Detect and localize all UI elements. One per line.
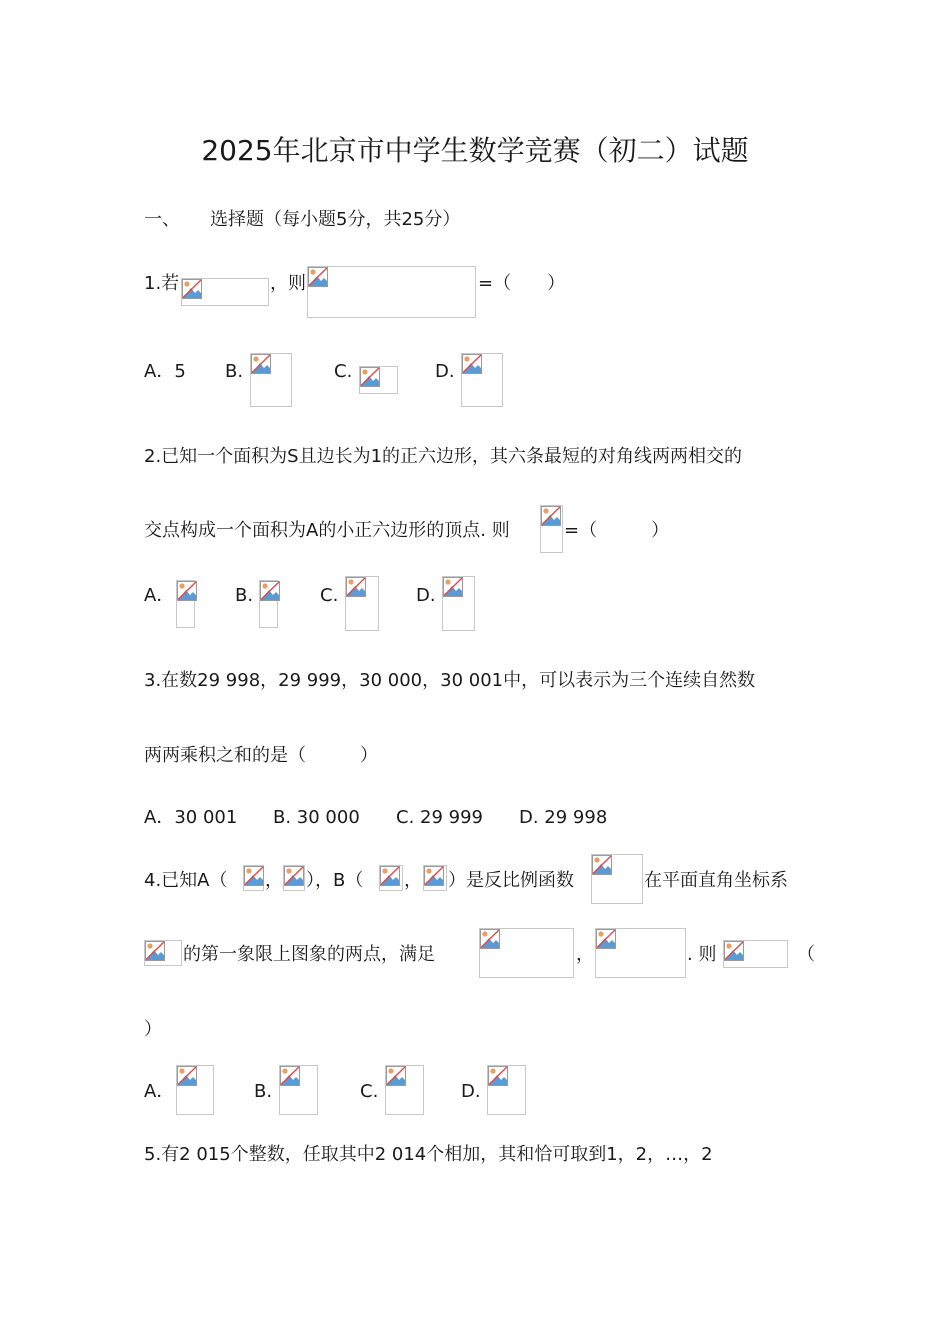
q3-option-c: C. 29 999	[396, 807, 483, 828]
section-heading: 选择题（每小题5分，共25分）	[210, 209, 461, 230]
q4-target-image	[723, 940, 788, 968]
q2-option-b: B.	[235, 585, 254, 606]
q1-option-c-image	[359, 366, 398, 394]
q4-option-a: A．	[144, 1081, 175, 1102]
q3-option-b: B. 30 000	[273, 807, 360, 828]
q2-line-2-end: =（ ）	[564, 520, 670, 541]
q1-option-d-image	[461, 353, 503, 407]
q4-line2-text-4: （	[797, 944, 815, 965]
q4-option-b-image	[279, 1065, 318, 1115]
q4-a-x-image	[243, 865, 264, 891]
q3-option-d: D. 29 998	[519, 807, 608, 828]
q4-function-image	[591, 854, 643, 904]
page-title: 2025年北京市中学生数学竞赛（初二）试题	[201, 134, 749, 167]
q1-text-3: =（ ）	[478, 273, 566, 294]
q1-option-c: C.	[334, 361, 353, 382]
q4-option-c: C.	[360, 1081, 379, 1102]
q2-option-d-image	[442, 576, 475, 631]
q2-line-1: 2.已知一个面积为S且边长为1的正六边形，其六条最短的对角线两两相交的	[144, 446, 743, 467]
q1-text-1: 1.若	[144, 273, 180, 294]
q4-text-2: ，	[265, 870, 283, 891]
q2-option-d: D.	[416, 585, 436, 606]
q4-a-y-image	[283, 865, 305, 891]
q2-option-a: A．	[144, 585, 175, 606]
q4-b-y-image	[423, 865, 447, 891]
q1-option-d: D.	[435, 361, 455, 382]
q4-option-b: B.	[254, 1081, 273, 1102]
q4-line2-text-1: 的第一象限上图象的两点，满足	[183, 944, 435, 965]
q4-text-4: ，	[404, 870, 422, 891]
q4-line3: ）	[144, 1019, 162, 1040]
q1-option-b-image	[250, 353, 292, 407]
q2-option-c-image	[345, 576, 379, 631]
q2-option-c: C.	[320, 585, 339, 606]
q4-option-d: D.	[461, 1081, 481, 1102]
q4-text-5: ）是反比例函数	[448, 870, 574, 891]
q4-condition-2-image	[595, 928, 686, 978]
q3-line-2: 两两乘积之和的是（ ）	[144, 745, 378, 766]
q4-line2-text-3: . 则	[687, 944, 717, 965]
q1-expression-image	[307, 266, 476, 318]
q2-ratio-image	[540, 505, 563, 553]
q1-text-2: ，则	[270, 273, 306, 294]
q1-formula-image	[181, 278, 269, 306]
section-number: 一、	[144, 209, 180, 230]
q4-option-c-image	[385, 1065, 424, 1115]
q4-line2-text-2: ，	[576, 944, 594, 965]
q4-text-6: 在平面直角坐标系	[644, 870, 788, 891]
q2-line-2: 交点构成一个面积为A的小正六边形的顶点. 则	[144, 520, 510, 541]
q4-option-d-image	[487, 1065, 526, 1115]
q3-line-1: 3.在数29 998，29 999，30 000，30 001中，可以表示为三个连续自然数	[144, 670, 756, 691]
q4-option-a-image	[176, 1065, 214, 1115]
q4-coordinate-image	[144, 940, 182, 966]
q3-option-a: A．30 001	[144, 807, 238, 828]
q5-line-1: 5.有2 015个整数，任取其中2 014个相加，其和恰可取到1，2，…，2	[144, 1144, 713, 1165]
q4-condition-1-image	[479, 928, 574, 978]
q2-option-a-image	[176, 580, 195, 628]
q1-option-a: A．5	[144, 361, 186, 382]
q1-option-b: B.	[225, 361, 244, 382]
q2-option-b-image	[259, 580, 278, 628]
q4-b-x-image	[379, 865, 403, 891]
q4-text-3: ），B（	[306, 870, 364, 891]
q4-text-1: 4.已知A（	[144, 870, 228, 891]
